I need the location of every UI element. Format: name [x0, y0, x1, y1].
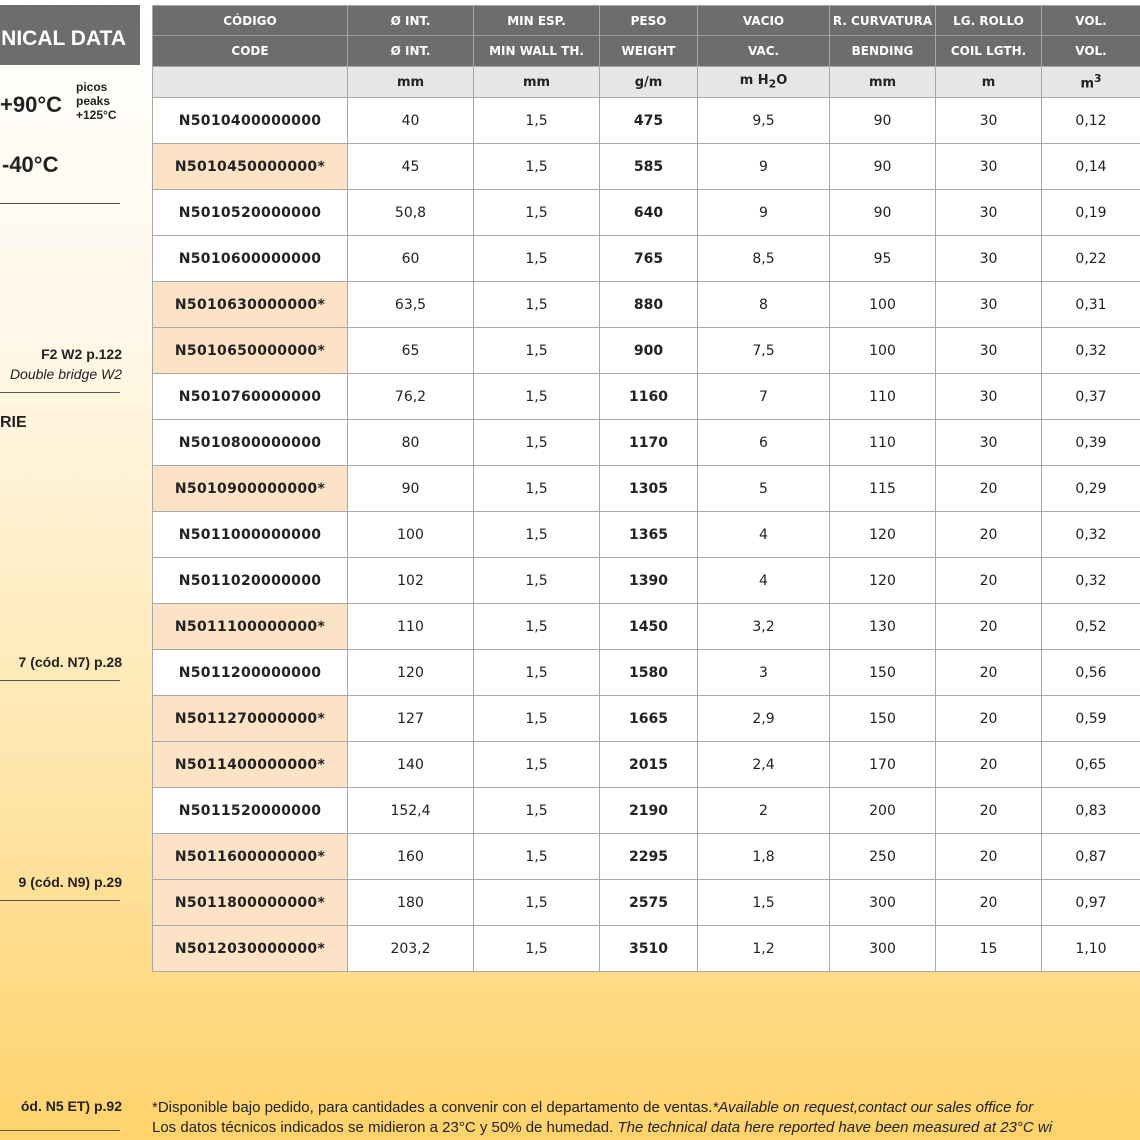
- coil-length-cell: 20: [936, 880, 1042, 926]
- coil-length-cell: 20: [936, 742, 1042, 788]
- coil-length-cell: 20: [936, 788, 1042, 834]
- table-row: [153, 466, 1140, 512]
- footnote-line-1: *Disponible bajo pedido, para cantidades a convenir con el departamento de ventas.*Available on request,contact our sales office for: [152, 1099, 1034, 1116]
- table-row: [153, 374, 1140, 420]
- table-row: [153, 742, 1140, 788]
- volume-cell: 0,32: [1042, 328, 1140, 374]
- divider: [0, 203, 120, 204]
- serie-label: RIE: [0, 414, 27, 431]
- coil-length-cell: 20: [936, 834, 1042, 880]
- vacuum-cell: 3,2: [698, 604, 830, 650]
- table-row: [153, 926, 1140, 972]
- min-wall-thickness-cell: 1,5: [474, 98, 600, 144]
- coil-length-cell: 30: [936, 374, 1042, 420]
- weight-cell: 1580: [600, 650, 698, 696]
- bending-radius-cell: 90: [830, 190, 936, 236]
- weight-cell: 1665: [600, 696, 698, 742]
- volume-cell: 0,19: [1042, 190, 1140, 236]
- inner-diameter-cell: 120: [348, 650, 474, 696]
- table-row: [153, 512, 1140, 558]
- volume-cell: 0,56: [1042, 650, 1140, 696]
- coil-length-cell: 30: [936, 144, 1042, 190]
- inner-diameter-cell: 140: [348, 742, 474, 788]
- table-row: [153, 834, 1140, 880]
- table-row: [153, 788, 1140, 834]
- volume-cell: 0,31: [1042, 282, 1140, 328]
- coil-length-cell: 20: [936, 650, 1042, 696]
- min-wall-thickness-cell: 1,5: [474, 420, 600, 466]
- col-header-diameter-es: Ø INT.: [348, 6, 474, 36]
- bending-radius-cell: 150: [830, 696, 936, 742]
- inner-diameter-cell: 180: [348, 880, 474, 926]
- product-code-cell: N5011800000000*: [153, 880, 348, 926]
- vacuum-cell: 8,5: [698, 236, 830, 282]
- bending-radius-cell: 130: [830, 604, 936, 650]
- inner-diameter-cell: 100: [348, 512, 474, 558]
- coil-length-cell: 20: [936, 512, 1042, 558]
- volume-cell: 0,12: [1042, 98, 1140, 144]
- inner-diameter-cell: 102: [348, 558, 474, 604]
- divider: [0, 1130, 120, 1131]
- inner-diameter-cell: 40: [348, 98, 474, 144]
- units-row: [153, 67, 1140, 98]
- weight-cell: 1390: [600, 558, 698, 604]
- footnote: [152, 1098, 1052, 1138]
- col-header-diameter-en: Ø INT.: [348, 36, 474, 67]
- header-row-spanish: [153, 6, 1140, 36]
- bending-radius-cell: 150: [830, 650, 936, 696]
- unit-code: [153, 67, 348, 98]
- table-row: [153, 558, 1140, 604]
- coil-length-cell: 30: [936, 98, 1042, 144]
- weight-cell: 1305: [600, 466, 698, 512]
- volume-cell: 0,29: [1042, 466, 1140, 512]
- vacuum-cell: 4: [698, 512, 830, 558]
- weight-cell: 475: [600, 98, 698, 144]
- bending-radius-cell: 120: [830, 512, 936, 558]
- coil-length-cell: 20: [936, 604, 1042, 650]
- volume-cell: 0,87: [1042, 834, 1140, 880]
- bending-radius-cell: 300: [830, 880, 936, 926]
- min-wall-thickness-cell: 1,5: [474, 512, 600, 558]
- bending-radius-cell: 110: [830, 420, 936, 466]
- product-code-cell: N5011600000000*: [153, 834, 348, 880]
- volume-cell: 0,22: [1042, 236, 1140, 282]
- bending-radius-cell: 90: [830, 144, 936, 190]
- divider: [0, 680, 120, 681]
- product-code-cell: N5010650000000*: [153, 328, 348, 374]
- product-code-cell: N5011270000000*: [153, 696, 348, 742]
- table-row: [153, 98, 1140, 144]
- table-row: [153, 696, 1140, 742]
- inner-diameter-cell: 50,8: [348, 190, 474, 236]
- min-wall-thickness-cell: 1,5: [474, 742, 600, 788]
- table-row: [153, 144, 1140, 190]
- unit-coil: m: [936, 67, 1042, 98]
- volume-cell: 0,37: [1042, 374, 1140, 420]
- inner-diameter-cell: 76,2: [348, 374, 474, 420]
- coil-length-cell: 20: [936, 558, 1042, 604]
- product-code-cell: N5010760000000: [153, 374, 348, 420]
- min-wall-thickness-cell: 1,5: [474, 650, 600, 696]
- product-code-cell: N5011400000000*: [153, 742, 348, 788]
- table-row: [153, 236, 1140, 282]
- vacuum-cell: 2: [698, 788, 830, 834]
- product-code-cell: N5011520000000: [153, 788, 348, 834]
- n9-reference: 9 (cód. N9) p.29: [18, 874, 122, 890]
- inner-diameter-cell: 60: [348, 236, 474, 282]
- vacuum-cell: 7,5: [698, 328, 830, 374]
- bending-radius-cell: 120: [830, 558, 936, 604]
- vacuum-cell: 1,5: [698, 880, 830, 926]
- n7-reference: 7 (cód. N7) p.28: [18, 654, 122, 670]
- product-code-cell: N5011020000000: [153, 558, 348, 604]
- col-header-weight-en: WEIGHT: [600, 36, 698, 67]
- col-header-bending-es: R. CURVATURA: [830, 6, 936, 36]
- table-row: [153, 880, 1140, 926]
- min-wall-thickness-cell: 1,5: [474, 558, 600, 604]
- bending-radius-cell: 100: [830, 328, 936, 374]
- min-wall-thickness-cell: 1,5: [474, 788, 600, 834]
- vacuum-cell: 8: [698, 282, 830, 328]
- col-header-vacuum-en: VAC.: [698, 36, 830, 67]
- coil-length-cell: 15: [936, 926, 1042, 972]
- volume-cell: 0,83: [1042, 788, 1140, 834]
- coil-length-cell: 30: [936, 420, 1042, 466]
- coil-length-cell: 30: [936, 328, 1042, 374]
- unit-vacuum: m $H_2O$: [698, 67, 830, 98]
- volume-cell: 0,65: [1042, 742, 1140, 788]
- col-header-coil-en: COIL LGTH.: [936, 36, 1042, 67]
- volume-cell: 0,32: [1042, 512, 1140, 558]
- product-code-cell: N5010900000000*: [153, 466, 348, 512]
- col-header-wall-es: MIN ESP.: [474, 6, 600, 36]
- product-code-cell: N5010630000000*: [153, 282, 348, 328]
- min-wall-thickness-cell: 1,5: [474, 328, 600, 374]
- product-code-cell: N5010400000000: [153, 98, 348, 144]
- col-header-code-es: CÓDIGO: [153, 6, 348, 36]
- table-row: [153, 604, 1140, 650]
- col-header-wall-en: MIN WALL TH.: [474, 36, 600, 67]
- inner-diameter-cell: 160: [348, 834, 474, 880]
- bending-radius-cell: 95: [830, 236, 936, 282]
- vacuum-cell: 2,9: [698, 696, 830, 742]
- volume-cell: 0,59: [1042, 696, 1140, 742]
- vacuum-cell: 6: [698, 420, 830, 466]
- bridge-reference: F2 W2 p.122: [41, 346, 122, 362]
- peak-temperature-note: picos peaks +125°C: [76, 80, 117, 122]
- unit-diameter: mm: [348, 67, 474, 98]
- vacuum-cell: 9,5: [698, 98, 830, 144]
- vacuum-cell: 5: [698, 466, 830, 512]
- product-code-cell: N5011000000000: [153, 512, 348, 558]
- weight-cell: 2190: [600, 788, 698, 834]
- col-header-volume-en: VOL.: [1042, 36, 1140, 67]
- bridge-description: Double bridge W2: [9, 366, 122, 382]
- unit-wall: mm: [474, 67, 600, 98]
- coil-length-cell: 20: [936, 696, 1042, 742]
- weight-cell: 1170: [600, 420, 698, 466]
- inner-diameter-cell: 63,5: [348, 282, 474, 328]
- vacuum-cell: 2,4: [698, 742, 830, 788]
- weight-cell: 1365: [600, 512, 698, 558]
- inner-diameter-cell: 65: [348, 328, 474, 374]
- table-row: [153, 328, 1140, 374]
- min-wall-thickness-cell: 1,5: [474, 604, 600, 650]
- weight-cell: 585: [600, 144, 698, 190]
- weight-cell: 880: [600, 282, 698, 328]
- header-row-english: [153, 36, 1140, 67]
- bending-radius-cell: 110: [830, 374, 936, 420]
- min-wall-thickness-cell: 1,5: [474, 926, 600, 972]
- weight-cell: 3510: [600, 926, 698, 972]
- weight-cell: 1450: [600, 604, 698, 650]
- divider: [0, 392, 120, 393]
- max-temperature: +90°C: [0, 92, 63, 117]
- left-technical-column: [0, 0, 150, 1140]
- table-row: [153, 420, 1140, 466]
- vacuum-cell: 4: [698, 558, 830, 604]
- product-code-cell: N5011100000000*: [153, 604, 348, 650]
- min-wall-thickness-cell: 1,5: [474, 236, 600, 282]
- col-header-bending-en: BENDING: [830, 36, 936, 67]
- table-row: [153, 650, 1140, 696]
- bending-radius-cell: 90: [830, 98, 936, 144]
- min-wall-thickness-cell: 1,5: [474, 834, 600, 880]
- vacuum-cell: 9: [698, 144, 830, 190]
- unit-bending: mm: [830, 67, 936, 98]
- product-spec-table: [152, 5, 1140, 972]
- table-row: [153, 190, 1140, 236]
- volume-cell: 0,39: [1042, 420, 1140, 466]
- technical-data-header: NICAL DATA: [0, 5, 140, 65]
- bending-radius-cell: 100: [830, 282, 936, 328]
- unit-volume: $m^3$: [1042, 67, 1140, 98]
- volume-cell: 0,52: [1042, 604, 1140, 650]
- inner-diameter-cell: 90: [348, 466, 474, 512]
- inner-diameter-cell: 127: [348, 696, 474, 742]
- volume-cell: 0,97: [1042, 880, 1140, 926]
- unit-weight: g/m: [600, 67, 698, 98]
- min-wall-thickness-cell: 1,5: [474, 374, 600, 420]
- weight-cell: 900: [600, 328, 698, 374]
- coil-length-cell: 20: [936, 466, 1042, 512]
- inner-diameter-cell: 45: [348, 144, 474, 190]
- vacuum-cell: 3: [698, 650, 830, 696]
- footnote-line-2: Los datos técnicos indicados se midieron a 23°C y 50% de humedad. The technical data here reported have been measured at 23°C wi: [152, 1119, 1053, 1136]
- bending-radius-cell: 115: [830, 466, 936, 512]
- product-code-cell: N5010800000000: [153, 420, 348, 466]
- inner-diameter-cell: 110: [348, 604, 474, 650]
- inner-diameter-cell: 152,4: [348, 788, 474, 834]
- min-wall-thickness-cell: 1,5: [474, 696, 600, 742]
- col-header-vacuum-es: VACIO: [698, 6, 830, 36]
- vacuum-cell: 7: [698, 374, 830, 420]
- min-wall-thickness-cell: 1,5: [474, 282, 600, 328]
- n5-reference: ód. N5 ET) p.92: [20, 1098, 122, 1114]
- bending-radius-cell: 300: [830, 926, 936, 972]
- inner-diameter-cell: 80: [348, 420, 474, 466]
- min-temperature: -40°C: [2, 152, 59, 177]
- product-code-cell: N5010600000000: [153, 236, 348, 282]
- volume-cell: 0,14: [1042, 144, 1140, 190]
- weight-cell: 640: [600, 190, 698, 236]
- vacuum-cell: 9: [698, 190, 830, 236]
- weight-cell: 2295: [600, 834, 698, 880]
- bending-radius-cell: 250: [830, 834, 936, 880]
- min-wall-thickness-cell: 1,5: [474, 880, 600, 926]
- vacuum-cell: 1,2: [698, 926, 830, 972]
- coil-length-cell: 30: [936, 236, 1042, 282]
- product-code-cell: N5010520000000: [153, 190, 348, 236]
- product-code-cell: N5010450000000*: [153, 144, 348, 190]
- col-header-code-en: CODE: [153, 36, 348, 67]
- weight-cell: 2015: [600, 742, 698, 788]
- min-wall-thickness-cell: 1,5: [474, 190, 600, 236]
- col-header-coil-es: LG. ROLLO: [936, 6, 1042, 36]
- col-header-volume-es: VOL.: [1042, 6, 1140, 36]
- min-wall-thickness-cell: 1,5: [474, 466, 600, 512]
- weight-cell: 1160: [600, 374, 698, 420]
- weight-cell: 765: [600, 236, 698, 282]
- product-code-cell: N5012030000000*: [153, 926, 348, 972]
- coil-length-cell: 30: [936, 282, 1042, 328]
- table-row: [153, 282, 1140, 328]
- product-code-cell: N5011200000000: [153, 650, 348, 696]
- bending-radius-cell: 200: [830, 788, 936, 834]
- weight-cell: 2575: [600, 880, 698, 926]
- col-header-weight-es: PESO: [600, 6, 698, 36]
- volume-cell: 1,10: [1042, 926, 1140, 972]
- vacuum-cell: 1,8: [698, 834, 830, 880]
- coil-length-cell: 30: [936, 190, 1042, 236]
- divider: [0, 900, 120, 901]
- min-wall-thickness-cell: 1,5: [474, 144, 600, 190]
- bending-radius-cell: 170: [830, 742, 936, 788]
- inner-diameter-cell: 203,2: [348, 926, 474, 972]
- volume-cell: 0,32: [1042, 558, 1140, 604]
- table-body: [153, 98, 1140, 972]
